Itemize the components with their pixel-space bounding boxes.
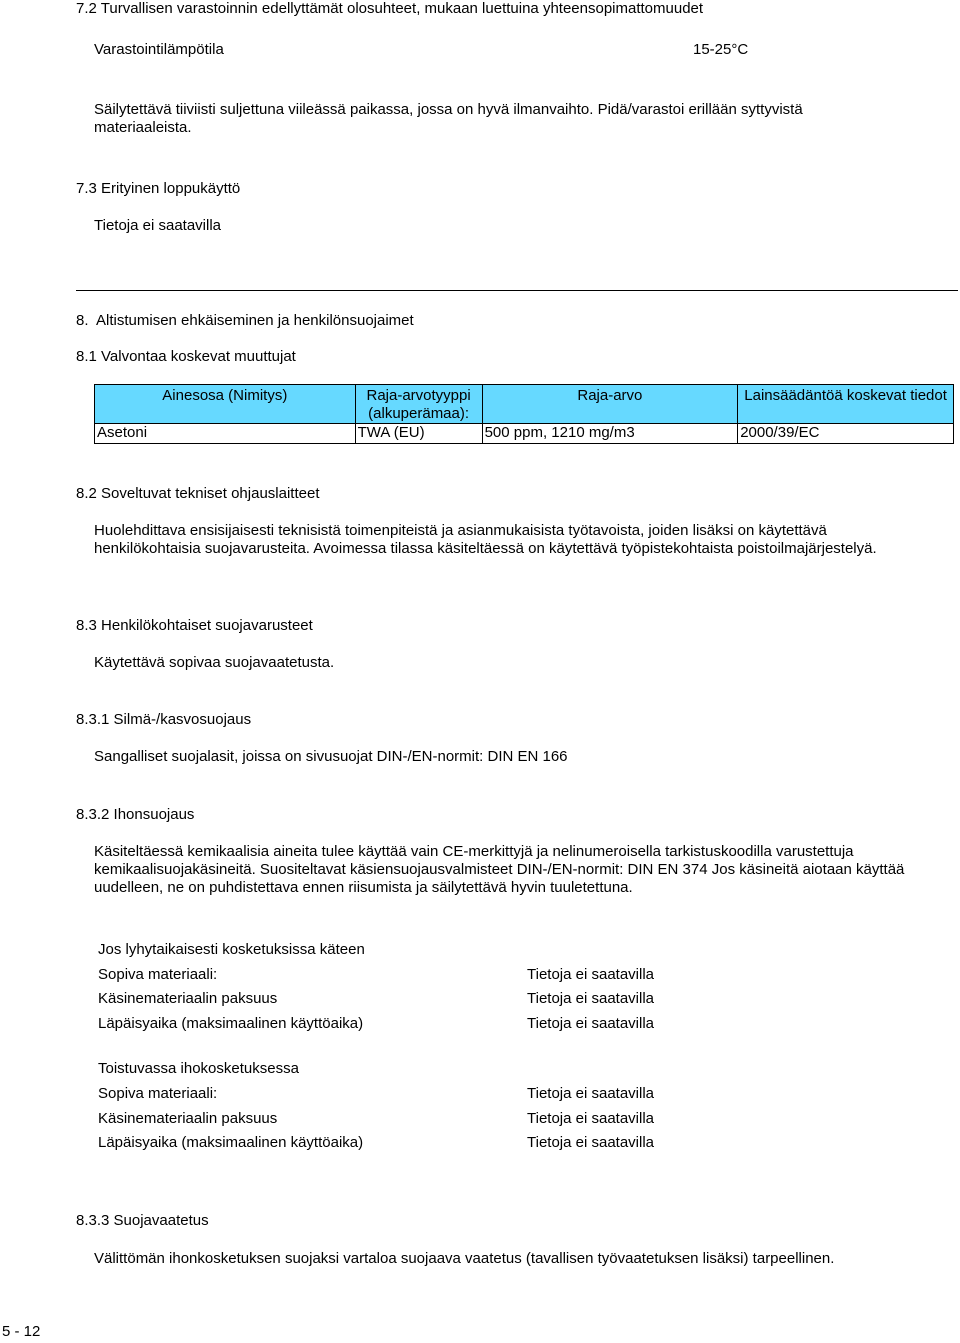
section-7-3-text: Tietoja ei saatavilla	[94, 217, 222, 234]
section-8-2-title: 8.2 Soveltuvat tekniset ohjauslaitteet	[76, 485, 320, 502]
gloves-repeated-heading: Toistuvassa ihokosketuksessa	[98, 1060, 299, 1077]
section-7-2-text: Säilytettävä tiiviisti suljettuna viileässä paikassa, jossa on hyvä ilmanvaihto. Pidä/varastoi erillään syttyvistä materiaaleista.	[94, 101, 803, 136]
table-header: Lainsäädäntöä koskevat tiedot	[738, 385, 954, 424]
gloves-short-label: Sopiva materiaali:	[98, 966, 218, 983]
gloves-short-value: Tietoja ei saatavilla	[527, 1015, 655, 1032]
section-8-3-1-text: Sangalliset suojalasit, joissa on sivusuojat DIN-/EN-normit: DIN EN 166	[94, 748, 568, 765]
section-8-2-text: Huolehdittava ensisijaisesti teknisistä toimenpiteistä ja asianmukaisista työtavoista, joiden lisäksi on käytettävä henkilökohtaisia suojavarusteita. Avoimessa tilassa käsiteltäessä on käytettävä työpistekohtaista poistoilmajärjestelyä.	[94, 522, 877, 557]
table-row	[95, 424, 954, 444]
gloves-repeated-value: Tietoja ei saatavilla	[527, 1134, 655, 1151]
gloves-repeated-label: Läpäisyaika (maksimaalinen käyttöaika)	[98, 1134, 364, 1151]
gloves-short-value: Tietoja ei saatavilla	[527, 966, 655, 983]
gloves-short-label: Käsinemateriaalin paksuus	[98, 990, 278, 1007]
section-8-title: 8. Altistumisen ehkäiseminen ja henkilönsuojaimet	[76, 312, 414, 329]
section-8-3-2-title: 8.3.2 Ihonsuojaus	[76, 806, 195, 823]
section-8-3-3-title: 8.3.3 Suojavaatetus	[76, 1212, 209, 1229]
section-8-1-title: 8.1 Valvontaa koskevat muuttujat	[76, 348, 296, 365]
table-cell: 500 ppm, 1210 mg/m3	[482, 424, 738, 444]
exposure-limits-table	[94, 384, 954, 444]
gloves-short-value: Tietoja ei saatavilla	[527, 990, 655, 1007]
section-8-3-3-text: Välittömän ihonkosketuksen suojaksi vartaloa suojaava vaatetus (tavallisen työvaatetuksen lisäksi) tarpeellinen.	[94, 1250, 835, 1267]
storage-temp-value: 15-25°C	[693, 41, 749, 58]
table-header: Ainesosa (Nimitys)	[95, 385, 356, 424]
section-8-3-title: 8.3 Henkilökohtaiset suojavarusteet	[76, 617, 313, 634]
table-cell: TWA (EU)	[355, 424, 482, 444]
section-8-3-text: Käytettävä sopivaa suojavaatetusta.	[94, 654, 335, 671]
section-7-2-title: 7.2 Turvallisen varastoinnin edellyttämät olosuhteet, mukaan luettuina yhteensopimattomuudet	[76, 0, 704, 17]
storage-temp-label: Varastointilämpötila	[94, 41, 224, 58]
gloves-repeated-label: Käsinemateriaalin paksuus	[98, 1110, 278, 1127]
table-header: Raja-arvo	[482, 385, 738, 424]
table-cell: Asetoni	[95, 424, 356, 444]
gloves-repeated-value: Tietoja ei saatavilla	[527, 1085, 655, 1102]
section-7-3-title: 7.3 Erityinen loppukäyttö	[76, 180, 241, 197]
gloves-short-label: Läpäisyaika (maksimaalinen käyttöaika)	[98, 1015, 364, 1032]
section-8-3-1-title: 8.3.1 Silmä-/kasvosuojaus	[76, 711, 252, 728]
gloves-repeated-label: Sopiva materiaali:	[98, 1085, 218, 1102]
gloves-repeated-value: Tietoja ei saatavilla	[527, 1110, 655, 1127]
section-8-3-2-text: Käsiteltäessä kemikaalisia aineita tulee käyttää vain CE-merkittyjä ja nelinumeroisella tarkistuskoodilla varustettuja kemikaalisuojakäsineitä. Suositeltavat käsiensuojausvalmisteet DIN-/EN-normit: DIN EN 374 Jos käsineitä aiotaan käyttää uudelleen, ne on puhdistettava ennen riisumista ja säilytettävä hyvin tuuletettuna.	[94, 843, 905, 896]
table-header: Raja-arvotyyppi (alkuperämaa):	[355, 385, 482, 424]
table-cell: 2000/39/EC	[738, 424, 954, 444]
section-divider	[76, 290, 958, 291]
page-number: 5 - 12	[2, 1323, 41, 1340]
table-header-row	[95, 385, 954, 424]
gloves-short-heading: Jos lyhytaikaisesti kosketuksissa käteen	[98, 941, 365, 958]
